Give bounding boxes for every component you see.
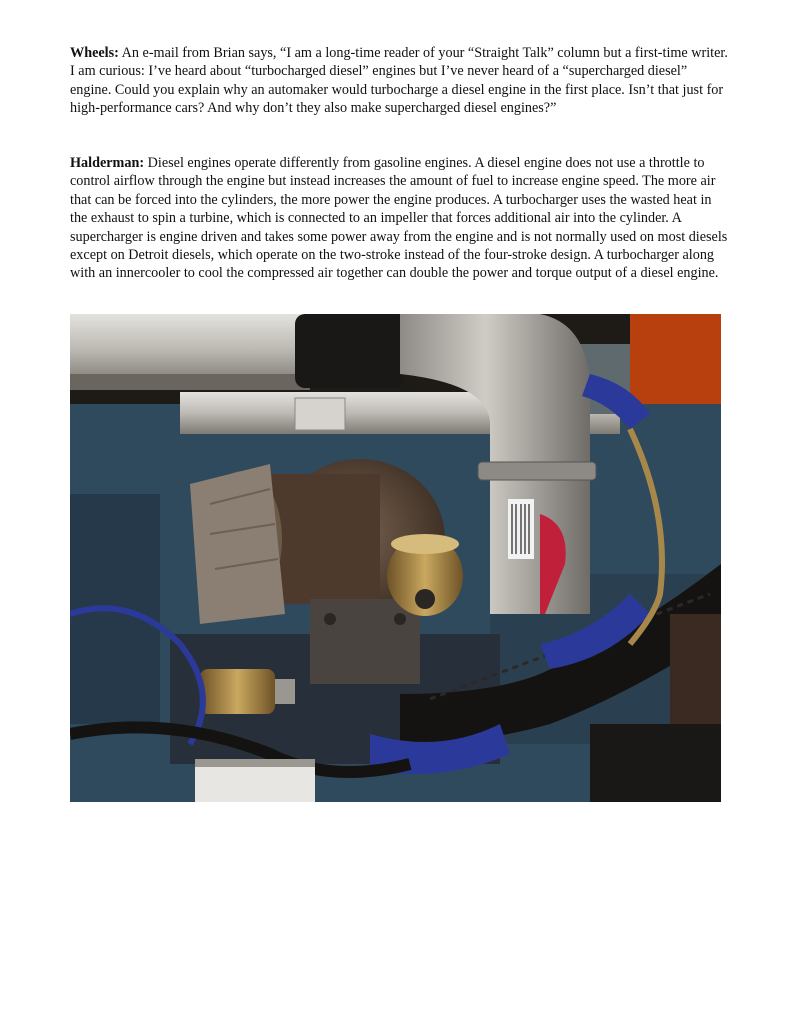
question-paragraph [70,44,730,118]
answer-text: Diesel engines operate differently from gasoline engines. A diesel engine does not use a throttle to control airflow through the engine but instead increases the amount of fuel to increase engine speed. The more air that can be forced into the cylinders, the more power the engine produces. A turbocharger uses the wasted heat in the exhaust to spin a turbine, which is connected to an impeller that forces additional air into the cylinder. A supercharger is engine driven and takes some power away from the engine and is not normally used on most diesels except on Detroit diesels, which operate on the two-stroke instead of the four-stroke design. A turbocharger along with an innercooler to cool the compressed air together can double the power and torque output of a diesel engine. [70,155,728,282]
question-speaker: Wheels: [70,45,119,61]
answer-paragraph [70,154,730,283]
answer-speaker: Halderman: [70,155,145,171]
turbine-flange [310,599,420,684]
intake-pipe [70,314,310,384]
hose-clamp [478,462,596,480]
engine-photo [70,314,721,802]
fuel-filter [200,669,275,714]
rubber-coupler [295,314,405,388]
heat-wrap [190,464,285,624]
engine-photo-illustration [70,314,721,802]
question-text: An e-mail from Brian says, “I am a long-time reader of your “Straight Talk” column but a first-time writer. I am curious: I’ve heard about “turbocharged diesel” engines but I’ve never heard of a “supercharged diesel” engine. Could you explain why an automaker would turbocharge a diesel engine in the first place. Isn’t that just for high-performance cars? And why don’t they also make supercharged diesel engines?” [70,45,728,117]
